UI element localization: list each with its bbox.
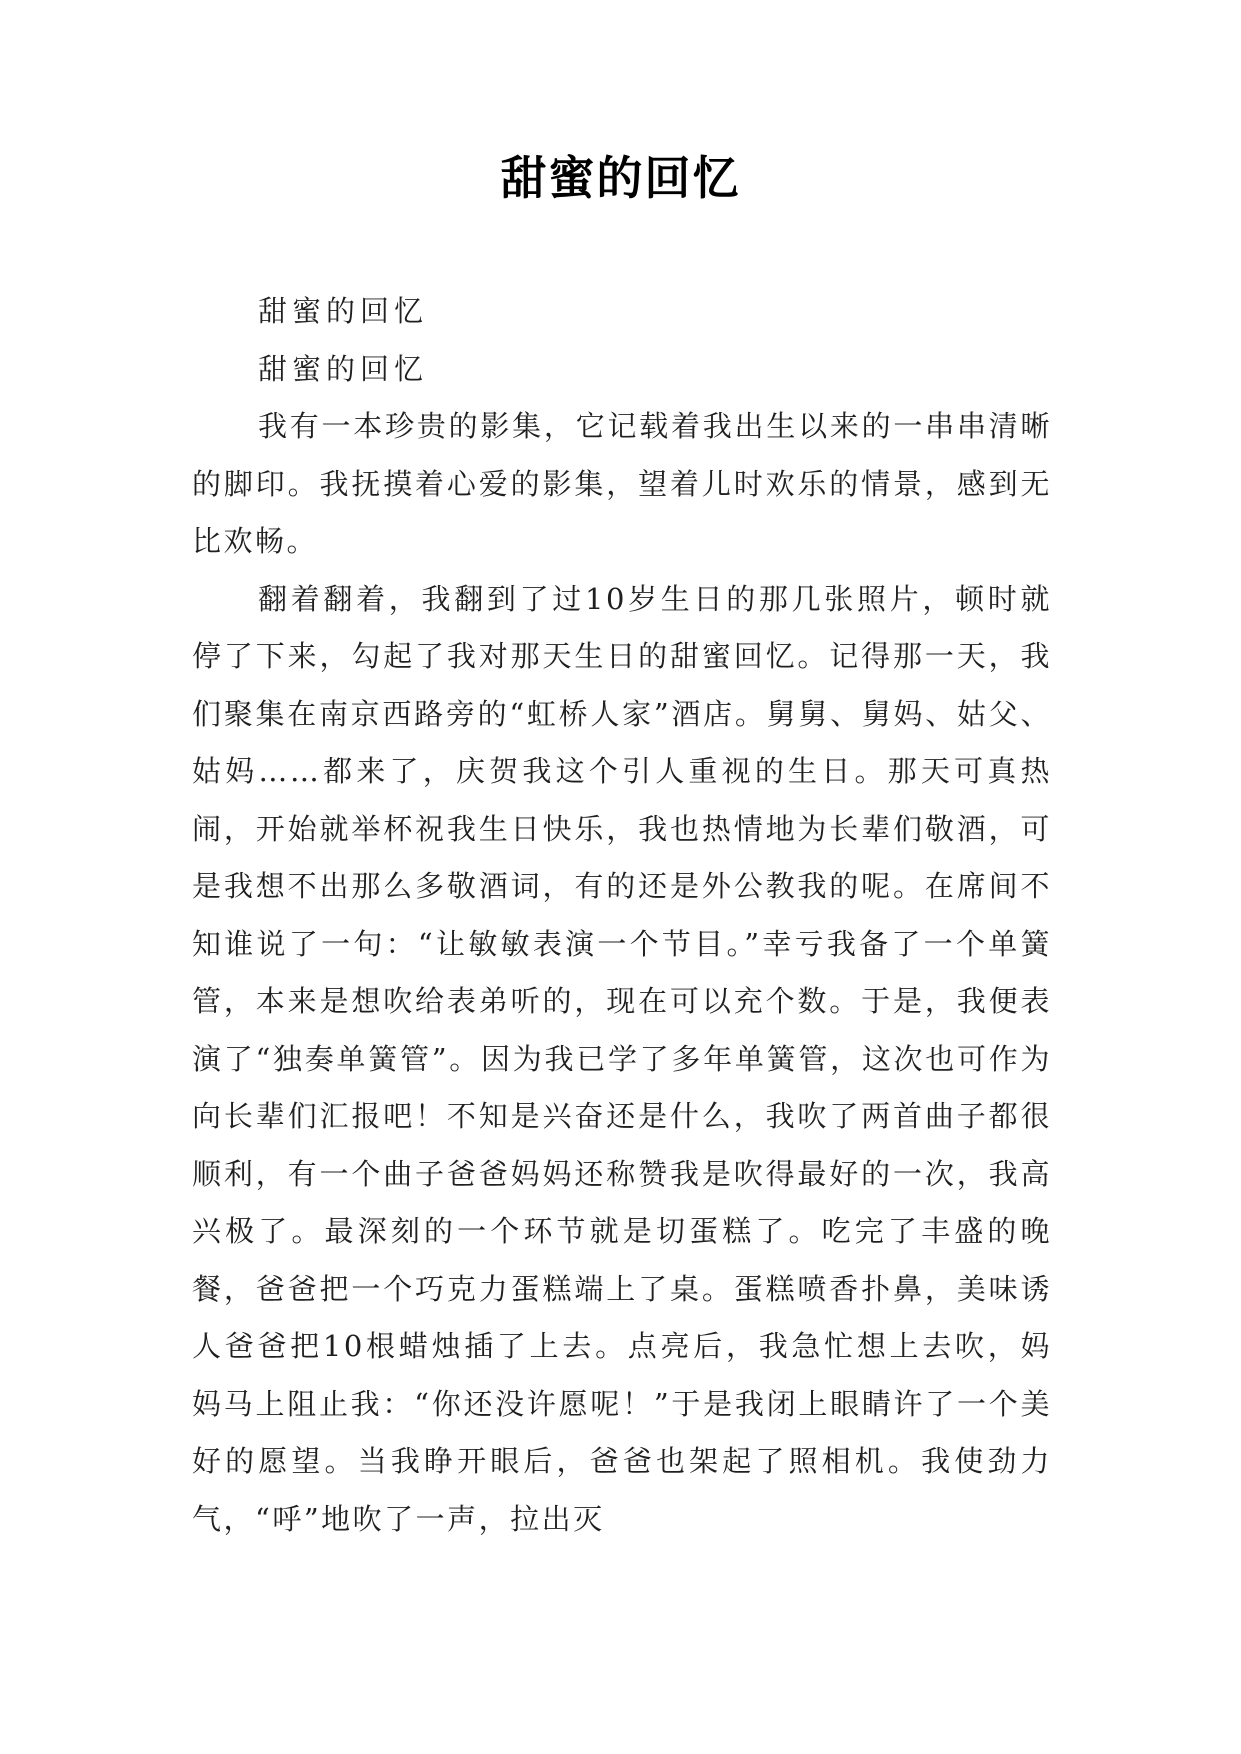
paragraph-subtitle-2: 甜蜜的回忆 bbox=[258, 351, 429, 386]
paragraph-intro: 我有一本珍贵的影集，它记载着我出生以来的一串串清晰的脚印。我抚摸着心爱的影集，望着儿时欢乐的情景，感到无比欢畅。 bbox=[192, 409, 1052, 558]
document-title: 甜蜜的回忆 bbox=[500, 151, 741, 205]
paragraph-birthday-memory: 翻着翻着，我翻到了过10岁生日的那几张照片，顿时就停了下来，勾起了我对那天生日的甜蜜回忆。记得那一天，我们聚集在南京西路旁的“虹桥人家”酒店。舅舅、舅妈、姑父、姑妈……都来了，庆贺我这个引人重视的生日。那天可真热闹，开始就举杯祝我生日快乐，我也热情地为长辈们敬酒，可是我想不出那么多敬酒词，有的还是外公教我的呢。在席间不知谁说了一句：“让敏敏表演一个节目。”幸亏我备了一个单簧管，本来是想吹给表弟听的，现在可以充个数。于是，我便表演了“独奏单簧管”。因为我已学了多年单簧管，这次也可作为向长辈们汇报吧！不知是兴奋还是什么，我吹了两首曲子都很顺利，有一个曲子爸爸妈妈还称赞我是吹得最好的一次，我高兴极了。最深刻的一个环节就是切蛋糕了。吃完了丰盛的晚餐，爸爸把一个巧克力蛋糕端上了桌。蛋糕喷香扑鼻，美味诱人爸爸把10根蜡烛插了上去。点亮后，我急忙想上去吹，妈妈马上阻止我：“你还没许愿呢！”于是我闭上眼睛许了一个美好的愿望。当我睁开眼后，爸爸也架起了照相机。我使劲力气，“呼”地吹了一声，拉出灭 bbox=[192, 581, 1052, 1536]
document-body bbox=[192, 283, 1052, 1548]
paragraph-subtitle-1: 甜蜜的回忆 bbox=[258, 294, 429, 328]
